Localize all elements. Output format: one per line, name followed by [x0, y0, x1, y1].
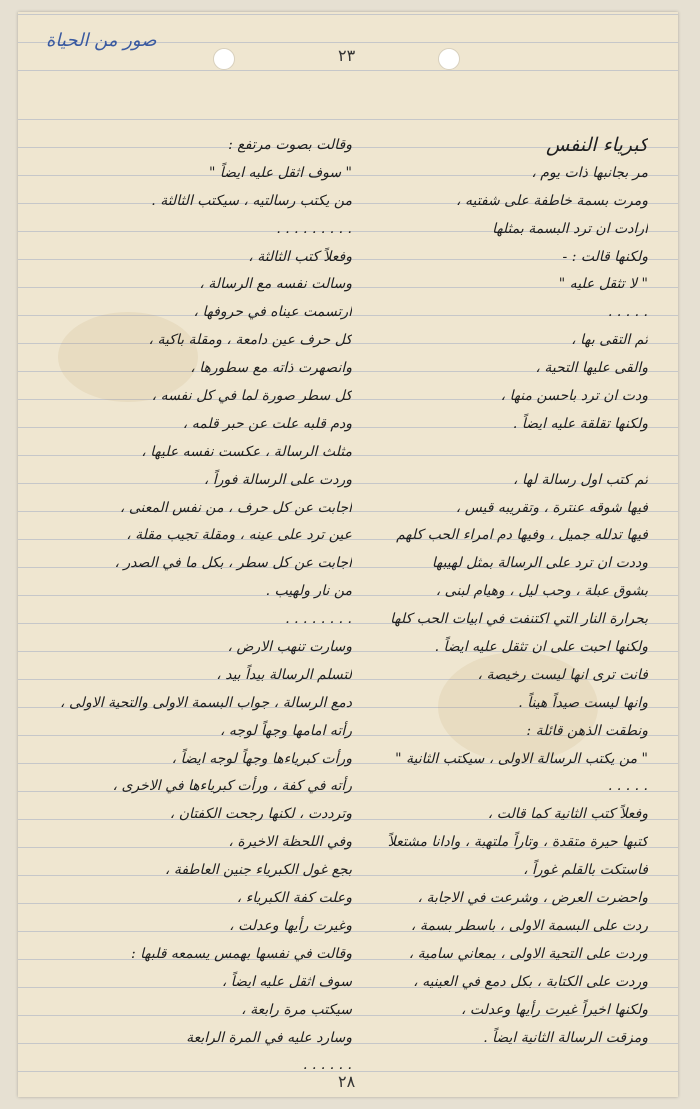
- left-column-line: وسارد عليه في المرة الرابعة: [186, 1029, 352, 1046]
- right-column-line: ومزقت الرسالة الثانية ايضاً .: [483, 1029, 648, 1046]
- right-column-line: ارادت ان ترد البسمة بمثلها: [492, 220, 648, 237]
- right-column-line: ثم التقى بها ،: [571, 332, 648, 349]
- right-column-line: ودت ان ترد باحسن منها ،: [500, 388, 648, 405]
- right-column-line: . . . . .: [607, 304, 648, 321]
- right-column-line: ولكنها اخيراً غيرت رأيها وعدلت ،: [460, 1001, 648, 1018]
- left-column-line: وقالت في نفسها بهمس يسمعه قلبها :: [131, 945, 352, 962]
- left-column-line: ودم قلبه علت عن حبر قلمه ،: [182, 415, 352, 432]
- right-column-line: ردت على البسمة الاولى ، باسطر بسمة ،: [410, 917, 648, 934]
- left-column-line: وردت على الرسالة فوراً ،: [203, 471, 352, 488]
- right-column-line: مر بجانبها ذات يوم ،: [531, 164, 648, 181]
- left-column-line: كل سطر صورة لما في كل نفسه ،: [151, 388, 352, 405]
- left-column-line: لتسلم الرسالة بيداً بيد ،: [216, 666, 352, 683]
- punch-hole: [438, 48, 460, 70]
- left-column-line: . . . . . .: [303, 1057, 352, 1074]
- left-column-line: ارتسمت عيناه في حروفها ،: [193, 304, 352, 321]
- right-column-line: . . . . .: [607, 778, 648, 795]
- left-column-line: وسالت نفسه مع الرسالة ،: [199, 276, 352, 293]
- left-column-line: اجابت عن كل حرف ، من نفس المعنى ،: [119, 499, 352, 516]
- right-column-line: ولكنها احبت على ان تثقل عليه ايضاً .: [434, 639, 648, 656]
- right-column-line: كتبها حيرة متقدة ، وتاراً ملتهبة ، وادانا مشتعلاً: [387, 834, 648, 851]
- left-column-line: . . . . . . . . .: [276, 220, 352, 237]
- right-column-line: ومرت بسمة خاطفة على شفتيه ،: [456, 192, 648, 209]
- right-column-line: وفعلاً كتب الثانية كما قالت ،: [487, 806, 648, 823]
- left-column-line: دمع الرسالة ، جواب البسمة الاولى والتحية الاولى ،: [60, 694, 352, 711]
- left-column-line: من نار ولهيب .: [265, 583, 352, 600]
- right-column-line: ونطقت الذهن قائلة :: [526, 722, 648, 739]
- right-column-line: ثم كتب اول رسالة لها ،: [513, 471, 648, 488]
- left-column-line: اجابت عن كل سطر ، بكل ما في الصدر ،: [114, 555, 352, 572]
- right-column-line: وردت على التحية الاولى ، بمعاني سامية ،: [408, 945, 648, 962]
- left-column-line: وسارت تنهب الارض ،: [227, 639, 352, 656]
- right-column-line: وددت ان ترد على الرسالة بمثل لهيبها: [431, 555, 648, 572]
- page-number-bottom: ٢٨: [338, 1072, 356, 1091]
- left-column-line: وترددت ، لكنها رجحت الكفتان ،: [169, 806, 352, 823]
- left-column-line: . . . . . . . .: [285, 611, 352, 628]
- right-column-line: فيها شوقه عنترة ، وتقريبه قيس ،: [455, 499, 648, 516]
- left-column-line: سيكتب مرة رابعة ،: [241, 1001, 352, 1018]
- left-column-line: سوف اثقل عليه ايضاً ،: [221, 973, 352, 990]
- left-column-line: وقالت بصوت مرتفع :: [228, 137, 352, 153]
- right-column-line: بحرارة النار التي اكتنفت في ابيات الحب كلها: [390, 611, 648, 628]
- left-column: [52, 132, 352, 1080]
- left-column-line: وانصهرت ذاته مع سطورها ،: [190, 360, 352, 377]
- right-column-line: ولكنها قالت : -: [562, 248, 648, 265]
- right-column-line: والقى عليها التحية ،: [535, 360, 648, 377]
- left-column-line: مثلث الرسالة ، عكست نفسه عليها ،: [141, 443, 352, 460]
- right-column-line: وانها ليست صيداً هيناً .: [518, 694, 648, 711]
- left-column-line: وفي اللحظة الاخيرة ،: [228, 834, 352, 851]
- right-column-line: " لا تثقل عليه ": [558, 276, 648, 293]
- right-column-line: كبرياء النفس: [546, 134, 648, 156]
- right-column-line: ولكنها تقلقة عليه ايضاً .: [512, 415, 648, 432]
- left-column-line: وفعلاً كتب الثالثة ،: [248, 248, 352, 265]
- left-column-line: وعلت كفة الكبرياء ،: [236, 890, 352, 907]
- right-column-line: بشوق عبلة ، وحب ليل ، وهيام لبنى ،: [435, 583, 648, 600]
- right-column-line: وردت على الكتابة ، بكل دمع في العينيه ،: [413, 973, 648, 990]
- left-column-line: ورأت كبرياءها وجهاً لوجه ايضاً ،: [171, 750, 352, 767]
- left-column-line: " سوف اثقل عليه ايضاً ": [209, 164, 352, 181]
- left-column-line: بجع غول الكبرياء جنين العاطفة ،: [164, 862, 352, 879]
- right-column-line: واحضرت العرض ، وشرعت في الاجابة ،: [417, 890, 648, 907]
- page-number-top: ٢٣: [338, 46, 356, 65]
- right-column-line: " من يكتب الرسالة الاولى ، سيكتب الثانية ": [395, 750, 648, 767]
- left-column-line: من يكتب رسالتيه ، سيكتب الثالثة .: [151, 192, 352, 209]
- left-column-line: عين ترد على عينه ، ومقلة تجيب مقلة ،: [126, 527, 352, 544]
- left-column-line: رأته في كفة ، ورأت كبرياءها في الاخرى ،: [112, 778, 352, 795]
- right-column-line: فاستكت بالقلم غوراً ،: [523, 862, 648, 879]
- left-column-line: كل حرف عين دامعة ، ومقلة باكية ،: [148, 332, 352, 349]
- right-column-line: فانت ترى انها ليست رخيصة ،: [477, 666, 648, 683]
- left-column-line: وغيرت رأيها وعدلت ،: [229, 917, 352, 934]
- top-note: صور من الحياة: [46, 30, 157, 51]
- right-column: [358, 132, 648, 1052]
- right-column-line: [358, 439, 648, 467]
- punch-hole: [213, 48, 235, 70]
- manuscript-page: [18, 12, 678, 1097]
- left-column-line: رأته امامها وجهاً لوجه ،: [219, 722, 352, 739]
- right-column-line: فيها تدلله جميل ، وفيها دم امراء الحب كلهم: [396, 527, 648, 544]
